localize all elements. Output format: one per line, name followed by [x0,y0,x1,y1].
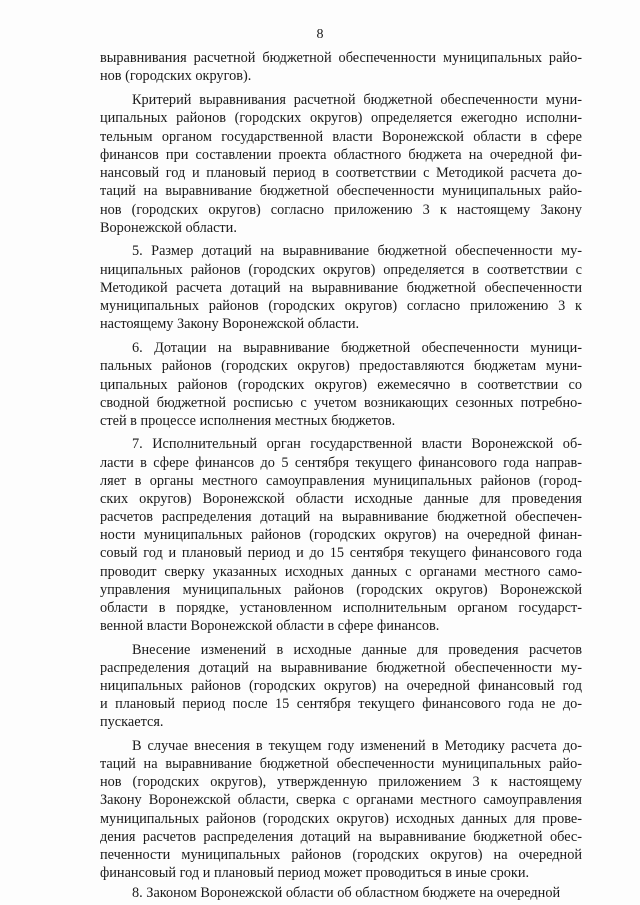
text-line: расчетов распределения дотаций на выравнивание бюджетной обеспечен- [100,509,582,525]
text-line: пускается. [100,714,164,730]
text-line: пальных районов (городских округов) предоставляются бюджетам муни- [100,358,582,374]
text-line: и плановый период после 15 сентября текущего финансового года не до- [100,696,582,712]
text-line: ниципальных районов (городских округов) на очередной финансовый год [100,678,582,694]
text-line: 8. Законом Воронежской области об областном бюджете на очередной [132,885,561,901]
text-line: финансовый год и плановый период может проводиться в иные сроки. [100,865,530,881]
text-line: ласти в сфере финансов до 5 сентября текущего финансового года направ- [100,455,582,471]
text-line: таций на выравнивание бюджетной обеспеченности муниципальных райо- [100,756,582,772]
text-line: венной власти Воронежской области в сфере финансов. [100,618,440,634]
text-line: ности муниципальных районов (городских округов) на очередной финан- [100,527,582,543]
text-line: нов (городских округов) согласно приложению 3 к настоящему Закону [100,202,582,218]
text-line: Воронежской области. [100,220,237,236]
text-line: финансов при составлении проекта областного бюджета на очередной фи- [100,147,582,163]
text-line: дения расчетов распределения дотаций на выравнивание бюджетной обес- [100,829,582,845]
text-line: нов (городских округов), утвержденную приложением 3 к настоящему [100,774,582,790]
text-line: стей в процессе исполнения местных бюджетов. [100,413,396,429]
text-line: 5. Размер дотаций на выравнивание бюджетной обеспеченности му- [132,243,582,259]
text-line: нансовый год и плановый период в соответствии с Методикой расчета до- [100,165,582,181]
text-line: распределения дотаций на выравнивание бюджетной обеспеченности му- [100,660,582,676]
text-line: Методикой расчета дотаций на выравнивание бюджетной обеспеченности [100,280,582,296]
page-number: 8 [316,27,324,42]
text-line: ципальных районов (городских округов) ежемесячно в соответствии со [100,377,582,393]
text-line: ципальных районов (городских округов) определяется ежегодно исполни- [100,110,582,126]
text-line: 6. Дотации на выравнивание бюджетной обеспеченности муници- [132,340,582,356]
text-line: В случае внесения в текущем году изменений в Методику расчета до- [132,738,582,754]
text-line: ляет в органы местного самоуправления муниципальных районов (город- [100,473,582,489]
text-line: управления муниципальных районов (городских округов) Воронежской [100,582,582,598]
text-line: сводной бюджетной росписью с учетом возникающих сезонных потребно- [100,395,582,411]
text-line: печенности муниципальных районов (городских округов) на очередной [100,847,582,863]
text-line: таций на выравнивание бюджетной обеспеченности муниципальных райо- [100,183,582,199]
text-line: тельным органом государственной власти Воронежской области в сфере [100,129,582,145]
text-line: проводит сверку указанных исходных данных с органами местного само- [100,564,582,580]
text-line: муниципальных районов (городских округов) исходных данных для прове- [100,811,582,827]
text-line: Критерий выравнивания расчетной бюджетной обеспеченности муни- [132,92,582,108]
text-line: совый год и плановый период и до 15 сентября текущего финансового года [100,545,582,561]
text-line: ских округов) Воронежской области исходные данные для проведения [100,491,582,507]
text-line: выравнивания расчетной бюджетной обеспеченности муниципальных райо- [100,50,582,66]
text-line: Закону Воронежской области, сверка с органами местного самоуправления [100,792,582,808]
text-line: ниципальных районов (городских округов) определяется в соответствии с [100,262,582,278]
text-line: Внесение изменений в исходные данные для проведения расчетов [132,642,582,658]
text-line: муниципальных районов (городских округов) согласно приложению 3 к [100,298,582,314]
text-line: области в порядке, установленном исполнительным органом государст- [100,600,582,616]
text-line: настоящему Закону Воронежской области. [100,316,360,332]
text-line: 7. Исполнительный орган государственной власти Воронежской об- [132,436,582,452]
text-line: нов (городских округов). [100,68,252,84]
